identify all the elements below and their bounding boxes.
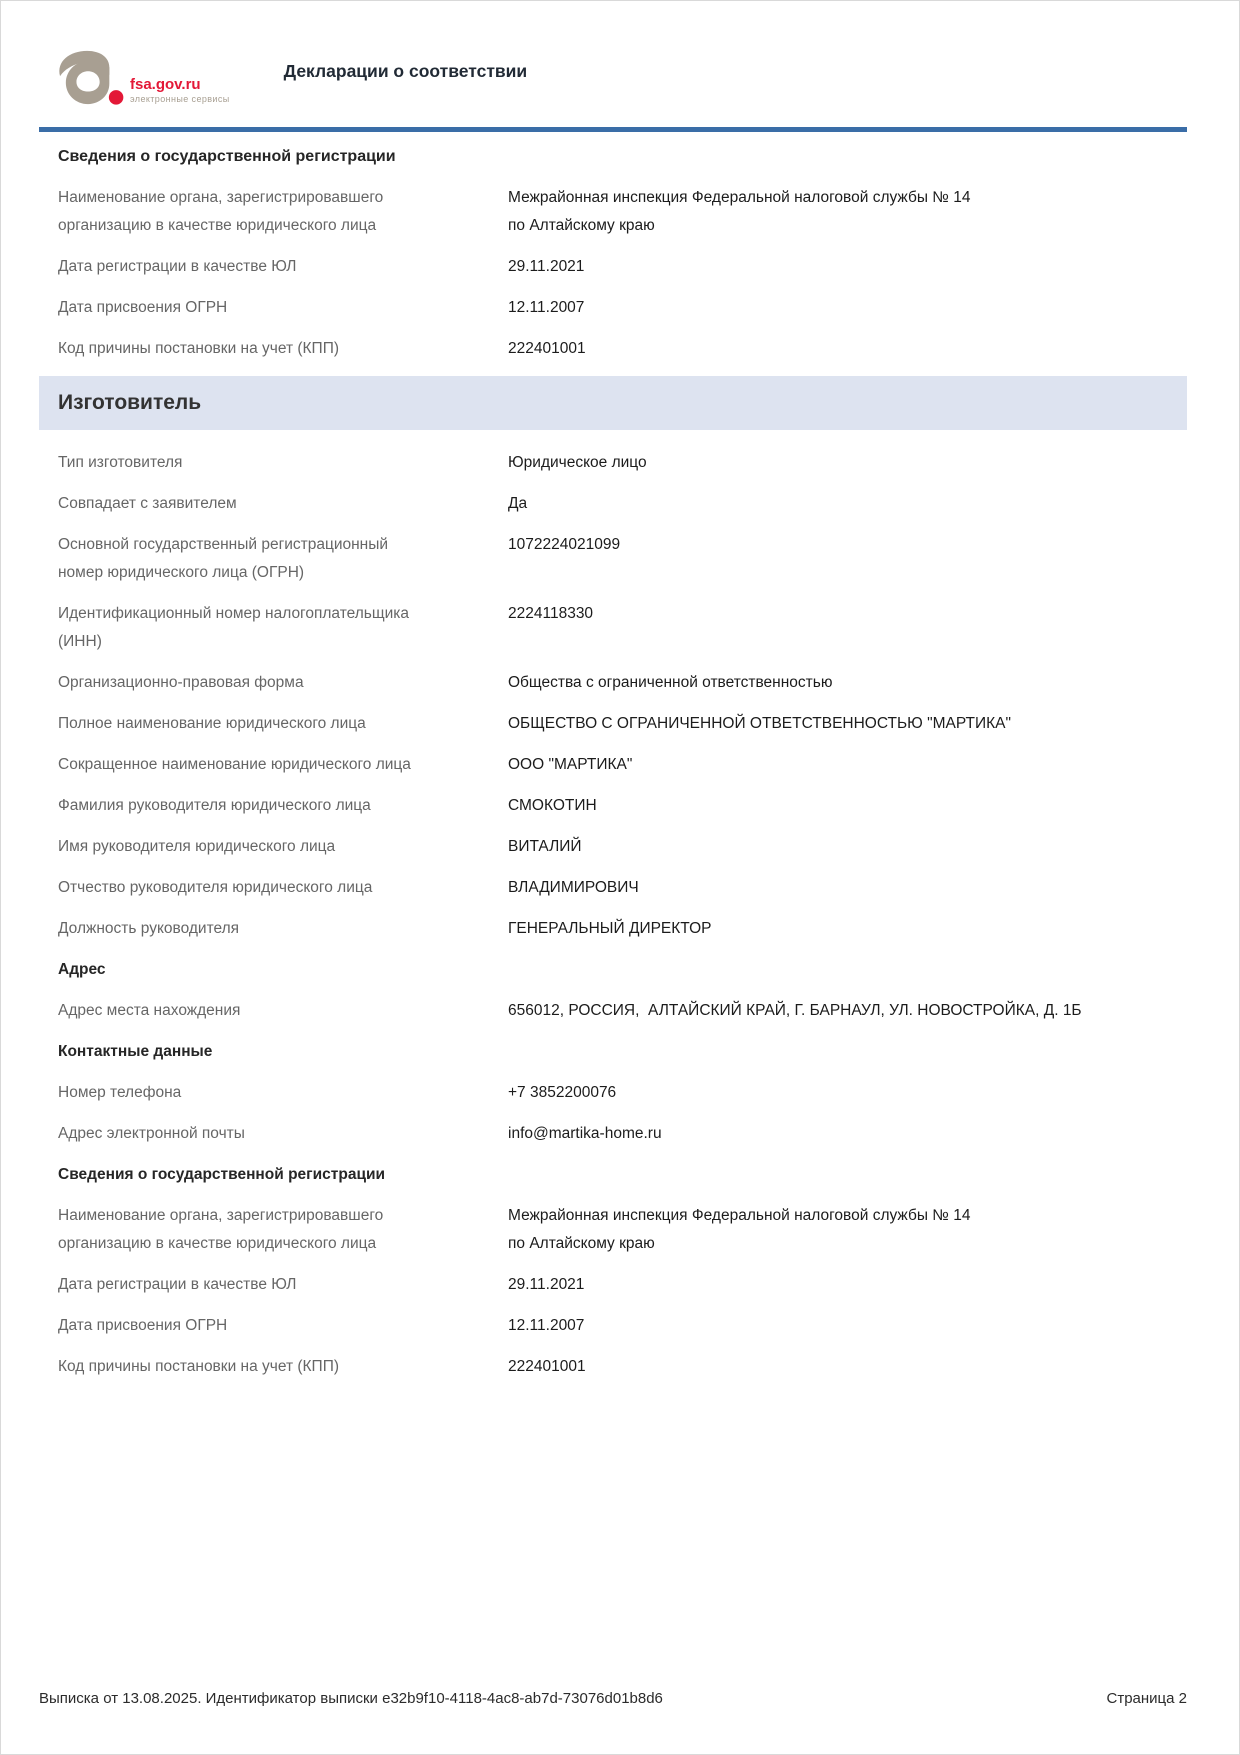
field-row-legal-form (39, 669, 1187, 697)
field-row-address (39, 997, 1187, 1025)
field-label: Дата регистрации в качестве ЮЛ (58, 1276, 297, 1293)
field-label: Номер телефона (58, 1084, 182, 1101)
field-value: 12.11.2007 (508, 299, 585, 316)
field-value: 29.11.2021 (508, 258, 585, 275)
manufacturer-section-band (39, 376, 1187, 430)
logo-brand-text: fsa.gov.ru (130, 76, 201, 93)
field-value: СМОКОТИН (508, 797, 597, 814)
field-label: Наименование органа, зарегистрировавшего организацию в качестве юридического лица (58, 189, 384, 234)
field-row-reg2-authority (39, 1202, 1187, 1258)
field-value: ОБЩЕСТВО С ОГРАНИЧЕННОЙ ОТВЕТСТВЕННОСТЬЮ "МАРТИКА" (508, 715, 1012, 732)
field-label: Наименование органа, зарегистрировавшего организацию в качестве юридического лица (58, 1207, 384, 1252)
field-value: Межрайонная инспекция Федеральной налоговой службы № 14 по Алтайскому краю (508, 1207, 975, 1252)
field-row-short-name (39, 751, 1187, 779)
field-value: ВЛАДИМИРОВИЧ (508, 879, 639, 896)
field-value: ГЕНЕРАЛЬНЫЙ ДИРЕКТОР (508, 920, 712, 937)
field-value: ВИТАЛИЙ (508, 838, 582, 855)
field-value: Да (508, 495, 528, 512)
field-label: Сокращенное наименование юридического лица (58, 756, 411, 773)
field-row-head-firstname (39, 833, 1187, 861)
field-row-email (39, 1120, 1187, 1148)
field-label: Код причины постановки на учет (КПП) (58, 340, 339, 357)
field-row-reg2-reg-date (39, 1271, 1187, 1299)
field-row-reg1-ogrn-date (39, 294, 1187, 322)
field-value: ООО "МАРТИКА" (508, 756, 633, 773)
field-value: Юридическое лицо (508, 454, 647, 471)
footer-page-number: Страница 2 (1106, 1690, 1187, 1707)
section-heading-registration-1: Сведения о государственной регистрации (58, 148, 396, 165)
field-value: +7 3852200076 (508, 1084, 617, 1101)
field-value: 2224118330 (508, 605, 594, 622)
field-row-head-surname (39, 792, 1187, 820)
field-row-reg1-reg-date (39, 253, 1187, 281)
field-label: Организационно-правовая форма (58, 674, 304, 691)
field-row-inn (39, 600, 1187, 656)
field-value: 656012, РОССИЯ, АЛТАЙСКИЙ КРАЙ, Г. БАРНАУЛ, УЛ. НОВОСТРОЙКА, Д. 1Б (508, 1002, 1082, 1019)
logo-tagline-text: электронные сервисы (130, 94, 230, 104)
footer-extract-info: Выписка от 13.08.2025. Идентификатор выписки e32b9f10-4118-4ac8-ab7d-73076d01b8d6 (39, 1690, 663, 1707)
field-value: info@martika-home.ru (508, 1125, 662, 1142)
field-value: Межрайонная инспекция Федеральной налоговой службы № 14 по Алтайскому краю (508, 189, 975, 234)
section-heading-address: Адрес (58, 961, 106, 978)
page-footer (39, 1687, 1187, 1711)
field-row-matches-applicant (39, 490, 1187, 518)
field-row-head-position (39, 915, 1187, 943)
field-row-phone (39, 1079, 1187, 1107)
field-label: Тип изготовителя (58, 454, 183, 471)
field-label: Совпадает с заявителем (58, 495, 237, 512)
field-row-ogrn (39, 531, 1187, 587)
field-row-manufacturer-type (39, 449, 1187, 477)
field-value: Общества с ограниченной ответственностью (508, 674, 833, 691)
field-value: 222401001 (508, 1358, 586, 1375)
field-label: Дата присвоения ОГРН (58, 1317, 228, 1334)
field-value: 29.11.2021 (508, 1276, 585, 1293)
field-value: 12.11.2007 (508, 1317, 585, 1334)
field-label: Отчество руководителя юридического лица (58, 879, 373, 896)
field-label: Должность руководителя (58, 920, 240, 937)
fsa-a-mark-icon (56, 49, 124, 107)
field-label: Адрес места нахождения (58, 1002, 241, 1019)
field-row-reg2-ogrn-date (39, 1312, 1187, 1340)
field-label: Основной государственный регистрационный номер юридического лица (ОГРН) (58, 536, 389, 581)
field-row-reg2-kpp (39, 1353, 1187, 1381)
field-label: Фамилия руководителя юридического лица (58, 797, 371, 814)
section-heading-registration-2: Сведения о государственной регистрации (58, 1166, 386, 1183)
field-value: 1072224021099 (508, 536, 621, 553)
field-row-reg1-authority (39, 184, 1187, 240)
logo-text-block (130, 76, 230, 107)
field-label: Дата регистрации в качестве ЮЛ (58, 258, 297, 275)
field-label: Дата присвоения ОГРН (58, 299, 228, 316)
logo-red-dot-icon (109, 90, 124, 105)
field-label: Адрес электронной почты (58, 1125, 245, 1142)
field-label: Код причины постановки на учет (КПП) (58, 1358, 339, 1375)
field-row-full-name (39, 710, 1187, 738)
page-header (39, 1, 1187, 107)
header-divider (39, 127, 1187, 132)
field-label: Имя руководителя юридического лица (58, 838, 336, 855)
field-value: 222401001 (508, 340, 586, 357)
field-label: Полное наименование юридического лица (58, 715, 366, 732)
document-title: Декларации о соответствии (283, 61, 528, 81)
manufacturer-band-title: Изготовитель (58, 391, 202, 414)
field-label: Идентификационный номер налогоплательщика (ИНН) (58, 605, 410, 650)
fsa-logo (56, 49, 230, 107)
field-row-head-patronymic (39, 874, 1187, 902)
field-row-reg1-kpp (39, 335, 1187, 363)
section-heading-contacts: Контактные данные (58, 1043, 213, 1060)
